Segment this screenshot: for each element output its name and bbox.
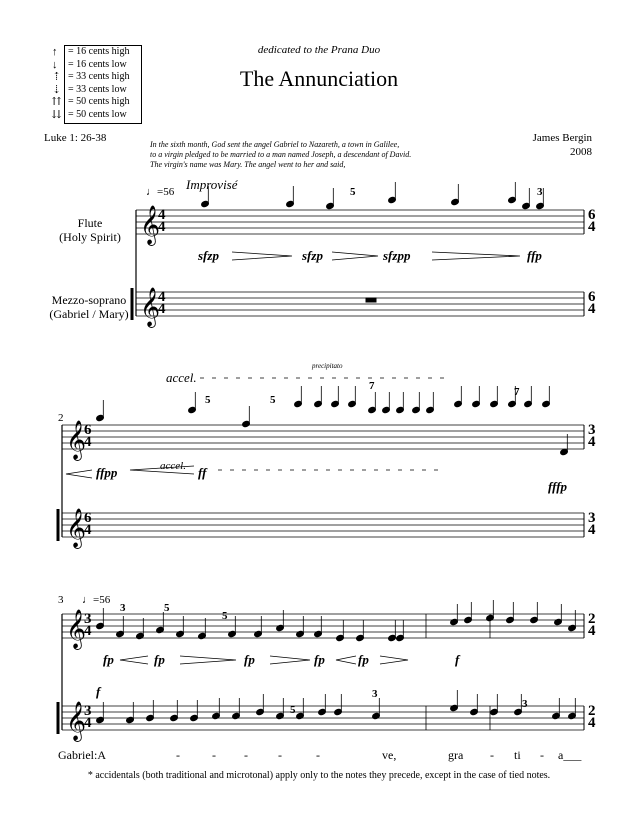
time-signature-digit: 2 bbox=[588, 611, 596, 627]
measure-number: 2 bbox=[58, 412, 64, 424]
hairpin bbox=[232, 252, 292, 260]
lyric-syllable: ti bbox=[514, 748, 521, 762]
narration-line: The virgin's name was Mary. The angel went to her and said, bbox=[150, 160, 346, 169]
treble-clef-icon: 𝄞 bbox=[140, 205, 161, 245]
hairpin bbox=[336, 656, 356, 664]
mezzo-name: Mezzo-soprano bbox=[51, 293, 127, 307]
tuplet-number: 5 bbox=[222, 610, 228, 622]
up-arrow-icon: ↑ bbox=[52, 46, 58, 58]
flute-label bbox=[40, 216, 140, 244]
lyric-syllable: - bbox=[490, 748, 494, 762]
tuplet-number: 3 bbox=[120, 602, 126, 614]
down-flag-icon: ⇣ bbox=[52, 83, 62, 96]
treble-clef-icon: 𝄞 bbox=[66, 508, 87, 548]
lyric-syllable: Gabriel:A bbox=[58, 748, 106, 762]
dynamic-mark: ffp bbox=[527, 248, 542, 263]
expression-mark: Improvisé bbox=[186, 177, 238, 192]
precipitato-mark: precipitato bbox=[312, 362, 343, 370]
time-signature-digit: 4 bbox=[588, 715, 596, 731]
up-double-icon: ⇈ bbox=[52, 96, 62, 108]
legend-label: = 16 cents high bbox=[68, 46, 130, 57]
tuplet-number: 3 bbox=[537, 186, 543, 198]
dynamic-mark: sfzp bbox=[302, 248, 323, 263]
legend-label: = 16 cents low bbox=[68, 58, 127, 70]
time-signature-digit: 2 bbox=[588, 703, 596, 719]
time-signature-digit: 4 bbox=[588, 434, 596, 450]
dynamic-mark: f bbox=[455, 652, 460, 667]
tuplet-number: 5 bbox=[350, 186, 356, 198]
tuplet-number: 3 bbox=[372, 688, 378, 700]
hairpin bbox=[270, 656, 310, 664]
flute-role: (Holy Spirit) bbox=[59, 230, 121, 244]
down-arrow-icon: ↓ bbox=[52, 58, 58, 71]
tempo-mark: ♩=56 bbox=[146, 186, 175, 198]
time-signature-digit: 3 bbox=[84, 611, 92, 627]
tuplet-number: 7 bbox=[514, 386, 520, 398]
time-signature-digit: 6 bbox=[588, 289, 596, 305]
time-signature-digit: 4 bbox=[84, 522, 92, 538]
tuplet-number: 5 bbox=[205, 394, 211, 406]
time-signature-digit: 3 bbox=[84, 703, 92, 719]
tuplet-number: 5 bbox=[290, 704, 296, 716]
dynamic-mark: fp bbox=[314, 652, 325, 667]
legend-label: = 33 cents high bbox=[68, 71, 130, 82]
tuplet-number: 5 bbox=[164, 602, 170, 614]
dynamic-mark: f bbox=[96, 684, 101, 699]
year: 2008 bbox=[570, 146, 592, 158]
tuplet-number: 7 bbox=[369, 380, 375, 392]
time-signature-digit: 4 bbox=[84, 623, 92, 639]
dedication: dedicated to the Prana Duo bbox=[257, 44, 381, 56]
time-signature-digit: 4 bbox=[84, 434, 92, 450]
up-flag-icon: ⇡ bbox=[52, 71, 62, 83]
dynamic-mark: sfzp bbox=[198, 248, 219, 263]
time-signature-digit: 6 bbox=[588, 207, 596, 223]
footnote: * accidentals (both traditional and microtonal) apply only to the notes they precede, except in the case of tied notes. bbox=[87, 770, 551, 781]
narration-line: In the sixth month, God sent the angel Gabriel to Nazareth, a town in Galilee, bbox=[150, 140, 400, 149]
mezzo-role: (Gabriel / Mary) bbox=[49, 307, 129, 321]
narration-line: to a virgin pledged to be married to a man named Joseph, a descendant of David. bbox=[150, 150, 412, 159]
down-double-icon: ⇊ bbox=[52, 108, 62, 121]
dynamic-mark: fffp bbox=[548, 479, 568, 494]
dynamic-mark: fp bbox=[244, 652, 255, 667]
page-title: The Annunciation bbox=[239, 66, 399, 91]
time-signature-digit: 4 bbox=[158, 301, 166, 317]
hairpin bbox=[332, 252, 378, 260]
tempo-mark: ♩=56 bbox=[82, 594, 111, 606]
time-signature-digit: 4 bbox=[158, 207, 166, 223]
lyric-syllable: - bbox=[316, 748, 320, 762]
tuplet-number: 5 bbox=[270, 394, 276, 406]
measure-number: 3 bbox=[58, 594, 64, 606]
time-signature-digit: 6 bbox=[84, 510, 92, 526]
time-signature-digit: 4 bbox=[84, 715, 92, 731]
treble-clef-icon: 𝄞 bbox=[140, 287, 161, 327]
accel-mark: accel. bbox=[160, 460, 186, 472]
time-signature-digit: 4 bbox=[588, 219, 596, 235]
treble-clef-icon: 𝄞 bbox=[66, 609, 87, 649]
composer: James Bergin bbox=[532, 132, 592, 144]
legend-label: = 33 cents low bbox=[68, 83, 127, 95]
hairpin bbox=[66, 470, 92, 478]
dynamic-mark: fp bbox=[154, 652, 165, 667]
mezzo-label bbox=[34, 293, 144, 321]
dynamic-mark: fp bbox=[103, 652, 114, 667]
accel-mark: accel. bbox=[166, 370, 197, 385]
dynamic-mark: ff bbox=[198, 465, 207, 480]
hairpin bbox=[432, 252, 520, 260]
time-signature-digit: 3 bbox=[588, 510, 596, 526]
lyric-syllable: ve, bbox=[382, 748, 397, 762]
legend-label: = 50 cents high bbox=[68, 96, 130, 107]
time-signature-digit: 4 bbox=[588, 623, 596, 639]
time-signature-digit: 4 bbox=[158, 219, 166, 235]
lyric-syllable: - bbox=[176, 748, 180, 762]
lyric-syllable: - bbox=[212, 748, 216, 762]
time-signature-digit: 3 bbox=[588, 422, 596, 438]
time-signature-digit: 4 bbox=[588, 522, 596, 538]
flute-name: Flute bbox=[77, 216, 103, 230]
time-signature-digit: 6 bbox=[84, 422, 92, 438]
lyric-syllable: - bbox=[278, 748, 282, 762]
tuplet-number: 3 bbox=[522, 698, 528, 710]
whole-rest bbox=[366, 298, 376, 302]
treble-clef-icon: 𝄞 bbox=[66, 420, 87, 460]
dynamic-mark: ffpp bbox=[96, 465, 118, 480]
legend-label: = 50 cents low bbox=[68, 108, 127, 120]
time-signature-digit: 4 bbox=[158, 289, 166, 305]
lyric-syllable: - bbox=[540, 748, 544, 762]
hairpin bbox=[380, 656, 408, 664]
dynamic-mark: fp bbox=[358, 652, 369, 667]
lyric-syllable: - bbox=[244, 748, 248, 762]
hairpin bbox=[120, 656, 148, 664]
hairpin bbox=[180, 656, 236, 664]
dynamic-mark: sfzpp bbox=[383, 248, 411, 263]
lyric-syllable: gra bbox=[448, 748, 464, 762]
treble-clef-icon: 𝄞 bbox=[66, 701, 87, 741]
time-signature-digit: 4 bbox=[588, 301, 596, 317]
scripture-source: Luke 1: 26-38 bbox=[44, 132, 107, 144]
lyric-syllable: a___ bbox=[558, 748, 582, 762]
